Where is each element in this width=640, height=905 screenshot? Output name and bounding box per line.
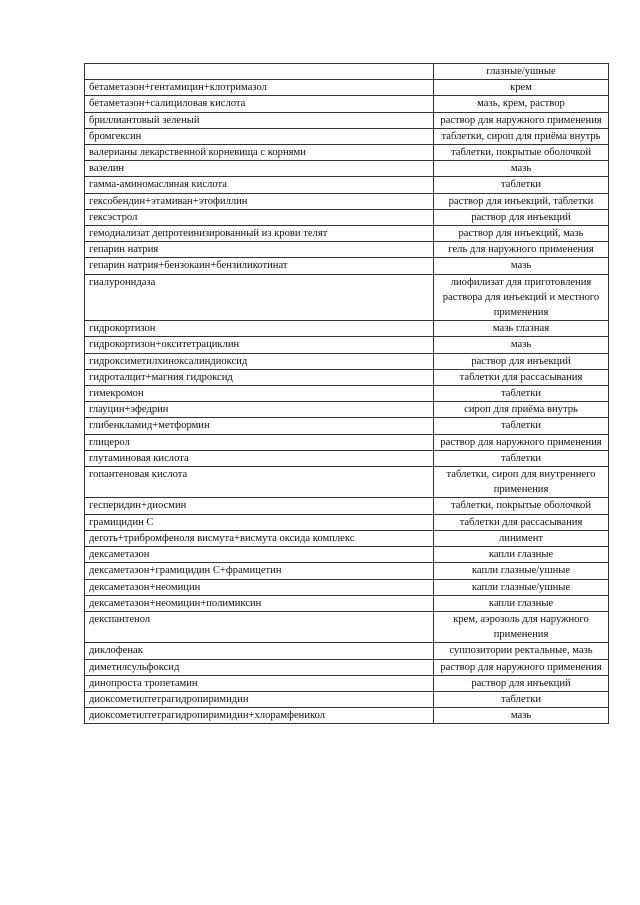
drug-table-body <box>85 64 609 724</box>
drug-name-cell: гесперидин+диосмин <box>85 498 434 514</box>
table-row <box>85 209 609 225</box>
drug-name-cell: вазелин <box>85 161 434 177</box>
dosage-form-cell: таблетки, сироп для приёма внутрь <box>434 128 609 144</box>
dosage-form-cell: мазь <box>434 161 609 177</box>
drug-name-cell: дексаметазон+неомицин <box>85 579 434 595</box>
dosage-form-cell: раствор для инъекций <box>434 209 609 225</box>
drug-name-cell: глауцин+эфедрин <box>85 402 434 418</box>
table-row <box>85 530 609 546</box>
drug-name-cell: бриллиантовый зеленый <box>85 112 434 128</box>
table-row <box>85 691 609 707</box>
drug-name-cell: бромгексин <box>85 128 434 144</box>
table-row <box>85 321 609 337</box>
table-row <box>85 258 609 274</box>
table-row <box>85 643 609 659</box>
dosage-form-cell: раствор для наружного применения <box>434 434 609 450</box>
dosage-form-cell: таблетки, сироп для внутреннего применения <box>434 467 609 498</box>
table-row <box>85 611 609 642</box>
drug-table <box>84 63 609 724</box>
drug-name-cell: гексобендин+этамиван+этофиллин <box>85 193 434 209</box>
drug-name-cell: гепарин натрия+бензокаин+бензиликотинат <box>85 258 434 274</box>
drug-name-cell: диоксометилтетрагидропиримидин <box>85 691 434 707</box>
table-row <box>85 579 609 595</box>
drug-name-cell: глицерол <box>85 434 434 450</box>
dosage-form-cell: таблетки <box>434 450 609 466</box>
drug-name-cell: гидрокортизон <box>85 321 434 337</box>
dosage-form-cell: мазь <box>434 337 609 353</box>
drug-name-cell: гопантеновая кислота <box>85 467 434 498</box>
drug-name-cell: бетаметазон+гентамицин+клотримазол <box>85 80 434 96</box>
drug-name-cell: гемодиализат депротеинизированный из крови телят <box>85 226 434 242</box>
dosage-form-cell: крем <box>434 80 609 96</box>
dosage-form-cell: крем, аэрозоль для наружного применения <box>434 611 609 642</box>
table-row <box>85 547 609 563</box>
drug-name-cell: валерианы лекарственной корневища с корнями <box>85 145 434 161</box>
table-row <box>85 563 609 579</box>
table-row <box>85 402 609 418</box>
table-row <box>85 514 609 530</box>
table-row <box>85 64 609 80</box>
drug-name-cell: дексаметазон+грамицидин С+фрамицетин <box>85 563 434 579</box>
table-row <box>85 369 609 385</box>
table-row <box>85 161 609 177</box>
table-row <box>85 128 609 144</box>
drug-name-cell: динопроста тропетамин <box>85 675 434 691</box>
dosage-form-cell: капли глазные <box>434 595 609 611</box>
table-row <box>85 193 609 209</box>
dosage-form-cell: мазь <box>434 258 609 274</box>
drug-name-cell: гимекромон <box>85 386 434 402</box>
dosage-form-cell: таблетки <box>434 177 609 193</box>
dosage-form-cell: раствор для инъекций <box>434 675 609 691</box>
dosage-form-cell: таблетки <box>434 418 609 434</box>
table-row <box>85 242 609 258</box>
drug-name-cell: гамма-аминомасляная кислота <box>85 177 434 193</box>
dosage-form-cell: капли глазные/ушные <box>434 563 609 579</box>
table-row <box>85 337 609 353</box>
dosage-form-cell: мазь, крем, раствор <box>434 96 609 112</box>
table-row <box>85 112 609 128</box>
drug-name-cell: гидроталцит+магния гидроксид <box>85 369 434 385</box>
dosage-form-cell: таблетки для рассасывания <box>434 369 609 385</box>
dosage-form-cell: линимент <box>434 530 609 546</box>
drug-name-cell: диметилсульфоксид <box>85 659 434 675</box>
dosage-form-cell: мазь <box>434 708 609 724</box>
dosage-form-cell: лиофилизат для приготовления раствора для инъекций и местного применения <box>434 274 609 321</box>
dosage-form-cell: раствор для инъекций, таблетки <box>434 193 609 209</box>
drug-name-cell: гепарин натрия <box>85 242 434 258</box>
drug-name-cell: дексаметазон <box>85 547 434 563</box>
table-row <box>85 595 609 611</box>
dosage-form-cell: раствор для наружного применения <box>434 112 609 128</box>
table-row <box>85 386 609 402</box>
dosage-form-cell: таблетки <box>434 386 609 402</box>
dosage-form-cell: капли глазные/ушные <box>434 579 609 595</box>
drug-name-cell: диклофенак <box>85 643 434 659</box>
dosage-form-cell: раствор для инъекций <box>434 353 609 369</box>
drug-name-cell: гексэстрол <box>85 209 434 225</box>
drug-name-cell: глутаминовая кислота <box>85 450 434 466</box>
table-row <box>85 80 609 96</box>
table-row <box>85 226 609 242</box>
table-row <box>85 96 609 112</box>
drug-name-cell: гидроксиметилхиноксалиндиоксид <box>85 353 434 369</box>
dosage-form-cell: гель для наружного применения <box>434 242 609 258</box>
table-row <box>85 274 609 321</box>
table-row <box>85 675 609 691</box>
table-row <box>85 145 609 161</box>
drug-name-cell: деготь+трибромфеноля висмута+висмута оксида комплекс <box>85 530 434 546</box>
dosage-form-cell: сироп для приёма внутрь <box>434 402 609 418</box>
dosage-form-cell: таблетки <box>434 691 609 707</box>
drug-name-cell: гиалуронидаза <box>85 274 434 321</box>
dosage-form-cell: глазные/ушные <box>434 64 609 80</box>
table-row <box>85 434 609 450</box>
table-row <box>85 467 609 498</box>
dosage-form-cell: мазь глазная <box>434 321 609 337</box>
drug-name-cell: бетаметазон+салициловая кислота <box>85 96 434 112</box>
dosage-form-cell: таблетки, покрытые оболочкой <box>434 145 609 161</box>
dosage-form-cell: таблетки, покрытые оболочкой <box>434 498 609 514</box>
table-row <box>85 177 609 193</box>
drug-name-cell: дексаметазон+неомицин+полимиксин <box>85 595 434 611</box>
drug-name-cell <box>85 64 434 80</box>
dosage-form-cell: суппозитории ректальные, мазь <box>434 643 609 659</box>
dosage-form-cell: раствор для инъекций, мазь <box>434 226 609 242</box>
table-row <box>85 498 609 514</box>
drug-name-cell: декспантенол <box>85 611 434 642</box>
dosage-form-cell: таблетки для рассасывания <box>434 514 609 530</box>
table-row <box>85 418 609 434</box>
drug-name-cell: диоксометилтетрагидропиримидин+хлорамфеникол <box>85 708 434 724</box>
drug-name-cell: гидрокортизон+окситетрациклин <box>85 337 434 353</box>
table-row <box>85 708 609 724</box>
dosage-form-cell: раствор для наружного применения <box>434 659 609 675</box>
dosage-form-cell: капли глазные <box>434 547 609 563</box>
table-row <box>85 659 609 675</box>
drug-name-cell: грамицидин С <box>85 514 434 530</box>
table-row <box>85 450 609 466</box>
table-row <box>85 353 609 369</box>
drug-name-cell: глибенкламид+метформин <box>85 418 434 434</box>
